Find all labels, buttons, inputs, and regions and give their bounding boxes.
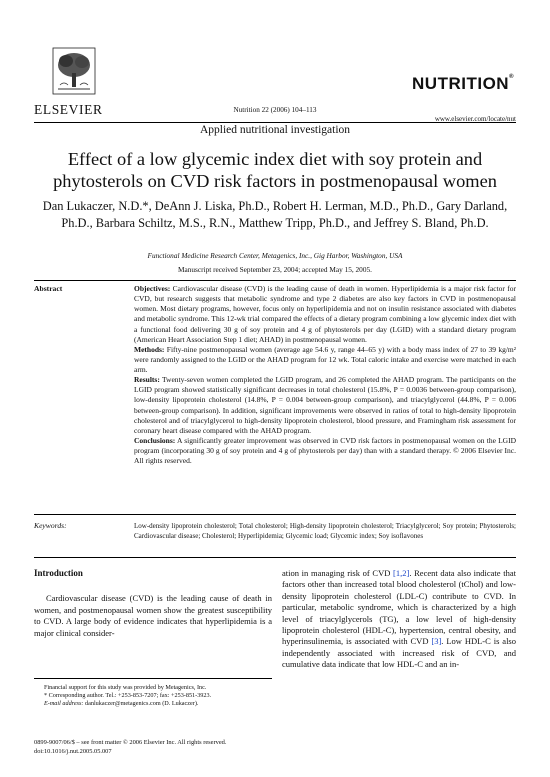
article-title: Effect of a low glycemic index diet with soy protein and phytosterols on CVD risk factors in postmenopausal women xyxy=(53,149,497,191)
journal-citation: Nutrition 22 (2006) 104–113 xyxy=(233,106,317,114)
introduction-left-paragraph: Cardiovascular disease (CVD) is the leading cause of death in women, and postmenopausal women show the greatest susceptibility to CVD. A large body of evidence indicates that hyperlipidemia is a major clinical consider- xyxy=(34,593,272,638)
footnotes xyxy=(34,684,272,708)
doi-link[interactable]: doi:10.1016/j.nut.2005.05.007 xyxy=(34,747,112,755)
abstract-conclusions xyxy=(134,436,516,466)
abstract-results xyxy=(134,375,516,436)
footnote-divider xyxy=(34,678,272,679)
body-top-divider xyxy=(34,557,516,558)
keywords-label: Keywords: xyxy=(34,521,67,530)
abstract-top-divider xyxy=(34,280,516,281)
objectives-label: Objectives: xyxy=(134,284,171,293)
introduction-right-paragraph xyxy=(282,568,516,671)
reference-link-1-2[interactable]: [1,2] xyxy=(393,568,410,578)
intro-right-text-2: . Recent data also indicate that factors other than increased total blood cholesterol (tChol) and low-density lipoprotein cholesterol (LDL-C) contribute to CVD. In particular, metabolic syndrome, which is characterized by a high level of triacylglycerols (TG), a low level of high-density lipoprotein cholesterol (HDL-C), hypertension, central obesity, and hyperinsulinemia, is associated with CVD xyxy=(282,568,516,647)
funding-footnote: Financial support for this study was provided by Metagenics, Inc. xyxy=(44,684,207,691)
manuscript-dates: Manuscript received September 23, 2004; accepted May 15, 2005. xyxy=(178,265,372,274)
section-type: Applied nutritional investigation xyxy=(199,124,351,136)
abstract-label: Abstract xyxy=(34,284,63,293)
abstract-methods xyxy=(134,345,516,375)
email-label: E-mail address: xyxy=(44,700,84,707)
right-column xyxy=(282,568,516,671)
journal-url-link[interactable]: www.elsevier.com/locate/nut xyxy=(434,115,516,123)
conclusions-text: A significantly greater improvement was observed in CVD risk factors in postmenopausal women on the LGID program (incorporating 30 g of soy protein and 4 g of phytosterols per day) than with a standard therapy. xyxy=(134,435,516,455)
issn-line: 0899-9007/06/$ – see front matter © 2006 Elsevier Inc. All rights reserved. xyxy=(34,739,227,746)
author-list: Dan Lukaczer, N.D.*, DeAnn J. Liska, Ph.D., Robert H. Lerman, M.D., Ph.D., Gary Darland, Ph.D., Barbara Schiltz, M.S., R.N., Matthew Tripp, Ph.D., and Jeffrey S. Bland, Ph.D. xyxy=(42,199,508,230)
results-text: Twenty-seven women completed the LGID program, and 26 completed the AHAD program. The participants on the LGID program showed statistically significant decreases in total cholesterol (15.8%, P = 0.0036 between-group comparison), low-density lipoprotein cholesterol (14.8%, P = 0.004 between-group comparison), and triacylglycerol (44.8%, P = 0.006 between-group comparison). In addition, significant improvements were observed in ratios of total to high-density lipoprotein cholesterol and of triacylglycerol to high-density lipoprotein cholesterol, blood pressure, and Framingham risk assessment for coronary heart disease compared with the AHAD program. xyxy=(134,375,516,435)
methods-label: Methods: xyxy=(134,344,165,354)
journal-logo: NUTRITION® xyxy=(412,74,514,93)
affiliation: Functional Medicine Research Center, Metagenics, Inc., Gig Harbor, Washington, USA xyxy=(147,251,403,260)
methods-text: Fifty-nine postmenopausal women (average age 54.6 y, range 44–65 y) with a body mass index of 27 to 39 kg/m² were randomly assigned to the LGID or the AHAD program for 12 wk. Total caloric intake and exercise were matched in each arm. xyxy=(134,344,517,374)
header-divider xyxy=(34,122,516,123)
intro-right-text-3: . Low HDL-C is also independently associated with increased risk of CVD, and cumulative data indicate that low HDL-C and an in- xyxy=(282,636,516,670)
intro-right-text-1: ation in managing risk of CVD xyxy=(282,568,394,578)
left-column xyxy=(34,568,272,639)
journal-logo-text: NUTRITION xyxy=(412,74,510,93)
publisher-name: ELSEVIER xyxy=(34,102,103,117)
introduction-heading: Introduction xyxy=(34,568,83,578)
email-footnote xyxy=(34,700,272,708)
email-address-link[interactable]: danlukaczer@metagenics.com (D. Lukaczer). xyxy=(85,700,199,707)
results-label: Results: xyxy=(134,375,160,385)
conclusions-label: Conclusions: xyxy=(134,435,176,445)
copyright-block xyxy=(34,739,226,756)
abstract-copyright: © 2006 Elsevier Inc. All rights reserved. xyxy=(134,446,517,466)
abstract-objectives xyxy=(134,284,516,345)
keywords-text: Low-density lipoprotein cholesterol; Total cholesterol; High-density lipoprotein cholesterol; Triacylglycerol; Soy protein; Phytosterols; Cardiovascular disease; Cholesterol; Hyperlipidemia; Glycemic load; Glycemic index; Soy isoflavones xyxy=(134,522,516,540)
elsevier-tree-logo xyxy=(52,47,96,95)
objectives-text: Cardiovascular disease (CVD) is the leading cause of death in women. Hyperlipidemia is a major risk factor for CVD, but research suggests that metabolic syndrome and type 2 diabetes are also key factors in CVD in postmenopausal women. Most dietary programs, however, focus only on hyperlipidemia and not on insulin resistance associated with diabetes and metabolic syndrome. This 12-wk trial compared the effects of a dietary program combining a low glycemic index diet with a functional food delivering 30 g of soy protein and 4 g of phytosterols per day (LGID) with a standard dietary program (American Heart Association Step 1 diet; AHAD) in postmenopausal women. xyxy=(134,284,517,344)
keywords-top-divider xyxy=(34,514,516,515)
corresponding-author-footnote: * Corresponding author. Tel.: +253-853-7207; fax: +253-851-3923. xyxy=(44,692,212,699)
abstract-body xyxy=(134,284,516,466)
reference-link-3[interactable]: [3] xyxy=(431,636,442,647)
